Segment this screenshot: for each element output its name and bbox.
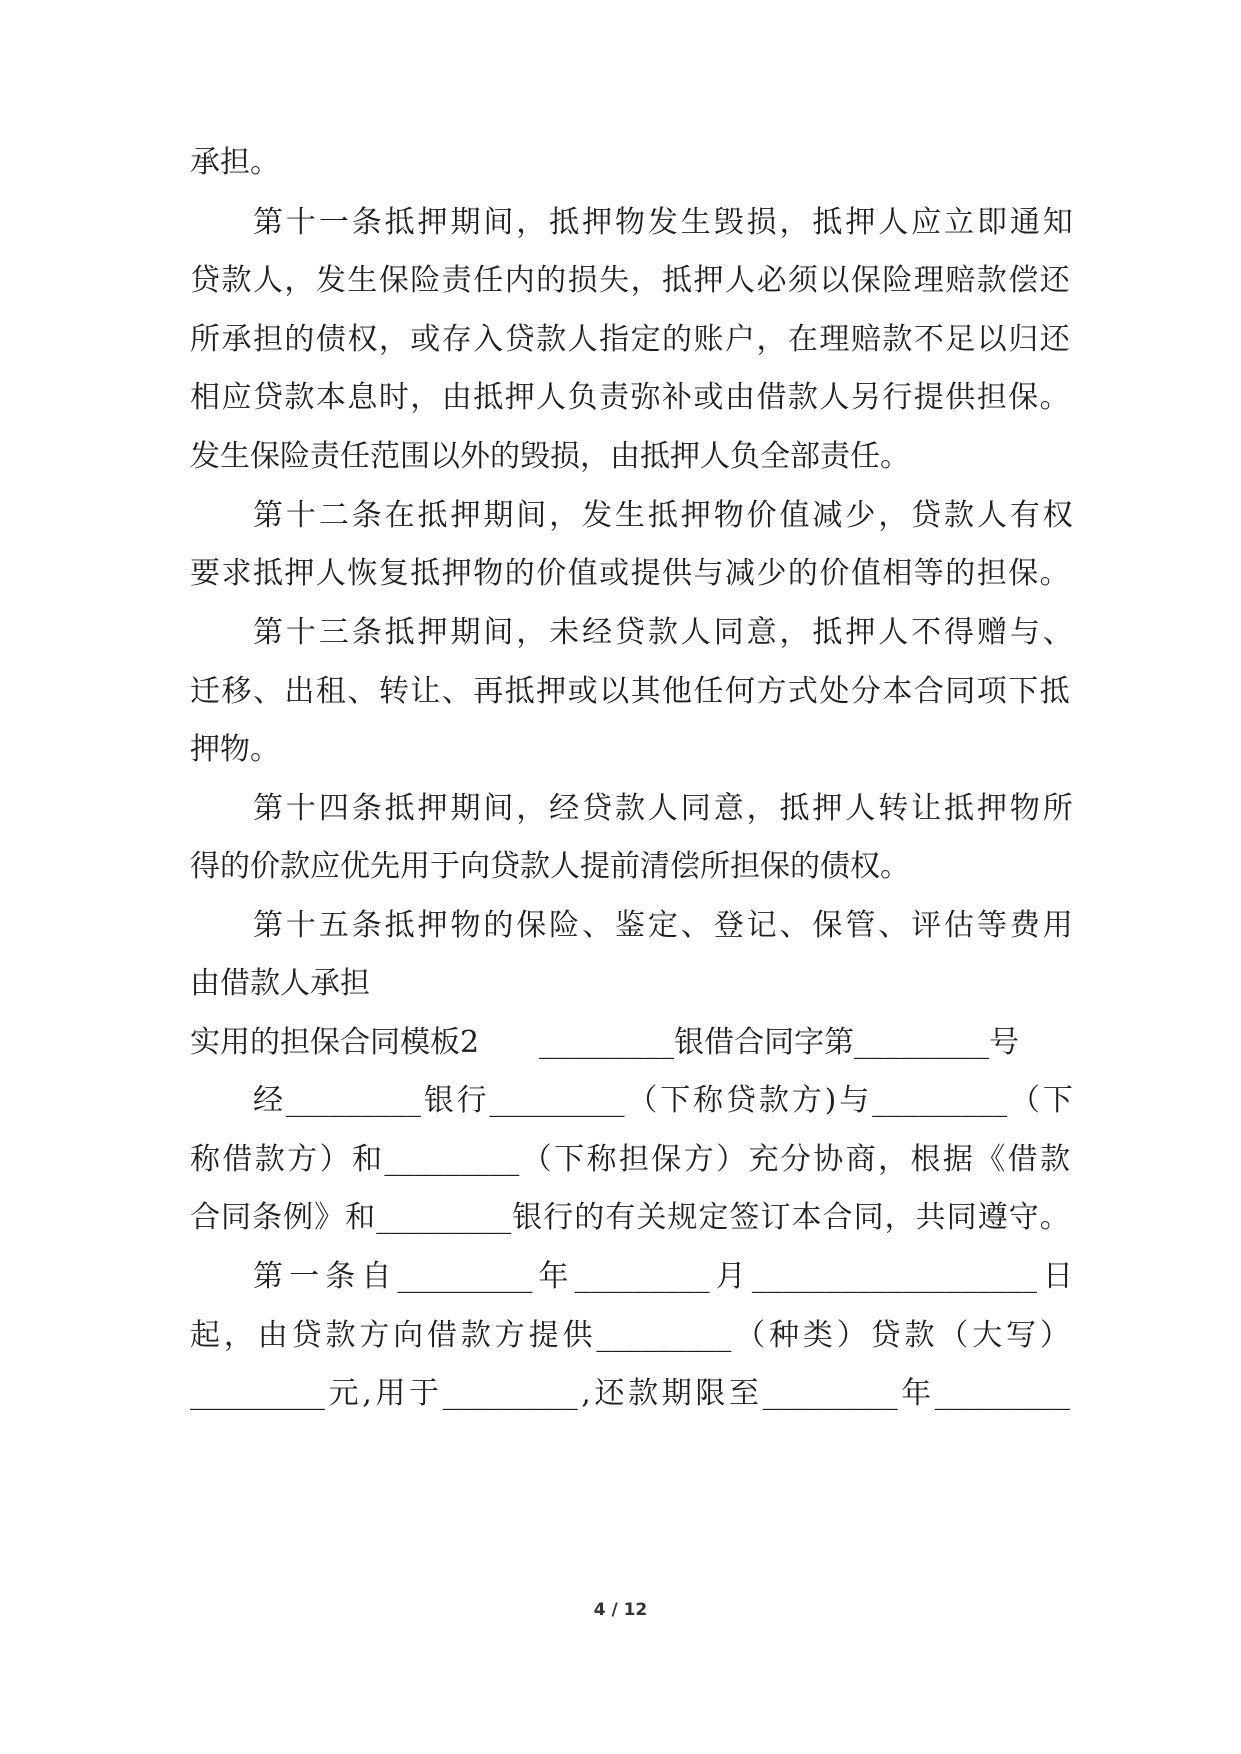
text-line-19: 合 同 条 例 》 和 _________ 银 行 的 有 关 规 定 签 订 本 合 同 ， 共 同 遵 守 。 bbox=[190, 1200, 1070, 1235]
text-line-5: 相 应 贷 款 本 息 时 ， 由 抵 押 人 负 责 弥 补 或 由 借 款 人 另 行 提 供 担 保 。 bbox=[190, 380, 1070, 415]
text-line-8: 要 求 抵 押 人 恢 复 抵 押 物 的 价 值 或 提 供 与 减 少 的 价 值 相 等 的 担 保 。 bbox=[190, 556, 1070, 591]
text-line-4: 所 承 担 的 债 权 ， 或 存 入 贷 款 人 指 定 的 账 户 ， 在 理 赔 款 不 足 以 归 还 bbox=[190, 322, 1070, 357]
text-line-7: 第 十 二 条 在 抵 押 期 间 ， 发 生 抵 押 物 价 值 减 少 ， 贷 款 人 有 权 bbox=[253, 498, 1073, 533]
text-line-20: 第 一 条 自 _________ 年 _________ 月 ___________________ 日 bbox=[253, 1259, 1073, 1294]
template-heading-line: 实用的担保合同模板2 _________银借合同字第_________号 bbox=[190, 1025, 1020, 1060]
text-line-17: 经 _________ 银 行 _________ （ 下 称 贷 款 方 ) 与 _________ （ 下 bbox=[253, 1083, 1073, 1118]
text-line-18: 称 借 款 方 ） 和 _________ （ 下 称 担 保 方 ） 充 分 协 商 ， 根 据 《 借 款 bbox=[190, 1142, 1070, 1177]
text-line-21: 起 ， 由 贷 款 方 向 借 款 方 提 供 _________ （ 种 类 ） 贷 款 （ 大 写 ） bbox=[190, 1318, 1070, 1353]
text-line-11: 押物。 bbox=[190, 732, 280, 767]
text-line-22: _________ 元 , 用 于 _________ , 还 款 期 限 至 _________ 年 _________ bbox=[190, 1376, 1070, 1411]
text-line-12: 第 十 四 条 抵 押 期 间 ， 经 贷 款 人 同 意 ， 抵 押 人 转 让 抵 押 物 所 bbox=[253, 791, 1073, 826]
text-line-2: 第 十 一 条 抵 押 期 间 ， 抵 押 物 发 生 毁 损 ， 抵 押 人 应 立 即 通 知 bbox=[253, 205, 1073, 240]
text-line-10: 迁 移 、 出 租 、 转 让 、 再 抵 押 或 以 其 他 任 何 方 式 处 分 本 合 同 项 下 抵 bbox=[190, 674, 1070, 709]
text-line-3: 贷 款 人 ， 发 生 保 险 责 任 内 的 损 失 ， 抵 押 人 必 须 以 保 险 理 赔 款 偿 还 bbox=[190, 263, 1070, 298]
text-line-15: 由借款人承担 bbox=[190, 966, 370, 1001]
text-line-6: 发生保险责任范围以外的毁损，由抵押人负全部责任。 bbox=[190, 439, 910, 474]
page-number: 4 / 12 bbox=[593, 1600, 648, 1620]
text-line-13: 得的价款应优先用于向贷款人提前清偿所担保的债权。 bbox=[190, 849, 910, 884]
text-line-14: 第 十 五 条 抵 押 物 的 保 险 、 鉴 定 、 登 记 、 保 管 、 评 估 等 费 用 bbox=[253, 908, 1073, 943]
text-line-9: 第 十 三 条 抵 押 期 间 ， 未 经 贷 款 人 同 意 ， 抵 押 人 不 得 赠 与 、 bbox=[253, 615, 1073, 650]
text-line-1: 承担。 bbox=[190, 145, 280, 180]
